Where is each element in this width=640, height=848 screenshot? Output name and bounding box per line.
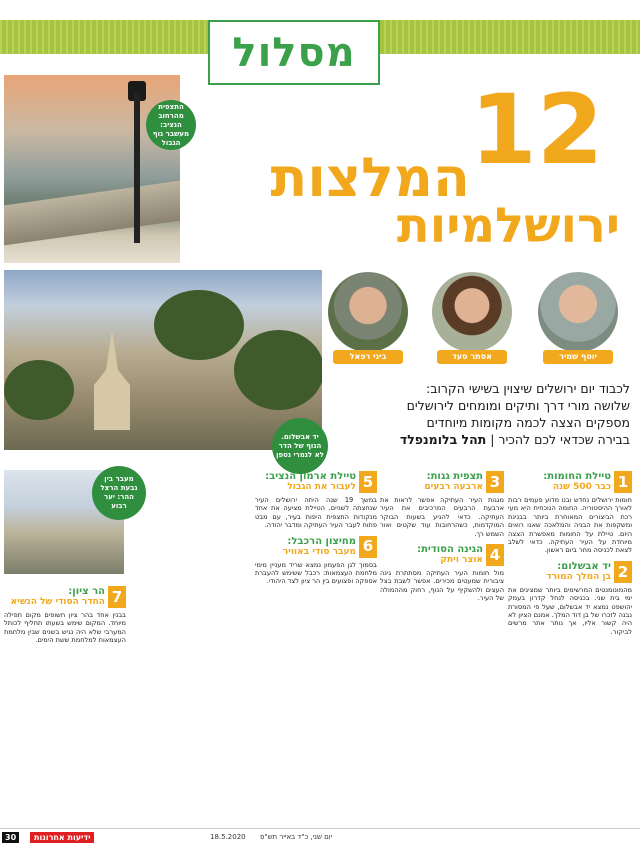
issue-day: יום שני, כ"ד באייר תש"פ xyxy=(260,833,333,841)
section-number: 4 xyxy=(486,544,504,566)
headline-line1: המלצות xyxy=(270,146,470,209)
portrait-1 xyxy=(538,272,618,352)
section-number: 7 xyxy=(108,586,126,608)
tree xyxy=(154,290,244,360)
tree xyxy=(234,330,322,410)
headline-number: 12 xyxy=(470,74,604,186)
headline-line2: ירושלמיות xyxy=(396,198,620,254)
issue-date: 18.5.2020 xyxy=(210,833,246,841)
column-2 xyxy=(380,465,504,603)
section-title: טיילת החומות: כבר 500 שנה xyxy=(543,471,611,492)
intro-text xyxy=(330,380,630,448)
section-body: חומות ירושלים נחדש ובנו מדוע פעמים רבות לאורך ההיסטוריה. החומה הנוכחית היא מעי רכת הביצורים המאוחרת ביותר בבנינת ומשקפות את הבניה והמלאכה שאנו רואים היום. טיילת על החומות מאפשרת הצצה מיוחדת על העיר העתיקה. כדאי לשלב לצאת לכניסה מחר ביום ראשון. xyxy=(508,496,632,555)
section-number: 1 xyxy=(614,471,632,493)
section-body: בבנין אחד בהר ציון חשופים מקום תפילה מיוחד. המקום שימש בשעתו תחליף לכותל המערבי שלא היה נגיש בשנים שבין מלחמת העצמאות למלחמת ששת הימים. xyxy=(4,611,126,645)
newspaper-brand: ידיעות אחרונות xyxy=(30,832,94,843)
page-footer xyxy=(0,828,640,848)
section-title: טיילת ארמון הנציב: לעבור את הגבול xyxy=(265,471,356,492)
badge-mid: יד אבשלום. הנוף של הדר לא לגמרי נטפן xyxy=(272,418,328,474)
name-label: יוסף שמיר xyxy=(543,350,613,364)
section-title: מחיצון הרכבל: מעבר סודי באוויר xyxy=(282,535,356,557)
top-band xyxy=(0,0,640,10)
section-logo xyxy=(208,20,380,85)
section-body: מגגות העיר העתיקה אפשר לראות את ארבעת הרבעים המרכיבים את העיר העתיקה. כדאי להגיע בשעות הבוקר המוקדמות, כשהרחובות עוד שקטים ואור השמש רך. xyxy=(380,496,504,538)
intro-line: לכבוד יום ירושלים שיצוין בשישי הקרוב: xyxy=(426,381,630,396)
section-body: מהמונומנטים המרשימים ביותר שמציגים את ימי בית שני. בכניסה לנחל קדרון בעמק יהושפט נמצא יד אבשלום, שעל פי המסורת נבנה לזכרו של בן דוד המלך. אמנם הציון לא היה קשור אליו, אך נותר אתר מרשים לביקור. xyxy=(508,585,632,636)
logo-text: מסלול xyxy=(232,29,356,76)
section-body: במשך 19 שנה היתה ירושלים העיר שנחצתה לשניים. הטיילת מציעה את אחד מנקודות התצפית היפות בעיר, עם מבט פתוח לעבר העיר העתיקה ומדבר יהודה. xyxy=(255,496,377,530)
section-header xyxy=(380,544,504,566)
tree xyxy=(4,360,74,420)
section-title: הגינה הסודית: אוצר ויתק xyxy=(417,544,483,566)
portrait-2 xyxy=(432,272,512,352)
column-1 xyxy=(508,465,632,636)
section-number: 6 xyxy=(359,536,377,558)
intro-line: שלושה מורי דרך ותיקים ומומחים לירושלים xyxy=(406,398,630,413)
photo-railing xyxy=(4,181,180,246)
section-body: מול חומות העיר העתיקה מסתתרת גינה ציבורית שמעטים מכירים. אפשר לשבת בצל העצים ולהשקיף על הנוף, רחוק מההמולה של העיר. xyxy=(380,569,504,603)
section-header xyxy=(4,586,126,608)
lamp-post xyxy=(134,93,140,243)
section-header xyxy=(255,471,377,493)
section-number: 3 xyxy=(486,471,504,493)
section-title: יד אבשלום: בן המלך המורד xyxy=(546,560,611,582)
intro-line: מספקים הצצה לכמה מקומות מיוחדים xyxy=(426,415,630,430)
section-title: תצפית גגות: ארבעה רבעים xyxy=(424,471,483,492)
section-header xyxy=(508,471,632,493)
section-body: בסמוך לגן הפעמון נמצא שריד מעניין מימי מלחמת העצמאות: רכבל ששימש להעברת אספקה ופצועים בין הר ציון לצד היהודי. xyxy=(255,560,377,586)
name-label: אסתר סעד xyxy=(437,350,507,364)
badge-top: התצפית מהרחוב הנציב: מעשבר נוף הגבול xyxy=(146,100,196,150)
portrait-3 xyxy=(328,272,408,352)
section-title: הר ציון: החדר הסודי של הנשיא xyxy=(10,586,105,607)
section-header xyxy=(508,561,632,583)
photo-absalom xyxy=(4,270,322,450)
section-number: 5 xyxy=(359,471,377,493)
absalom-tomb xyxy=(82,330,142,430)
page-number: 30 xyxy=(2,832,19,843)
section-number: 2 xyxy=(614,561,632,583)
section-header xyxy=(255,536,377,558)
column-3 xyxy=(255,465,377,586)
badge-bottom: מעבר בין גבעת הרצל ההר: יער רבוע xyxy=(92,466,146,520)
name-label: ביני רפאל xyxy=(333,350,403,364)
author: תהל בלומנפלד xyxy=(399,432,487,447)
guides-portraits xyxy=(328,272,632,362)
column-5 xyxy=(4,580,126,645)
section-header xyxy=(380,471,504,493)
intro-line: בבירה שכדאי לכם להכיר | תהל בלומנפלד xyxy=(399,432,630,447)
